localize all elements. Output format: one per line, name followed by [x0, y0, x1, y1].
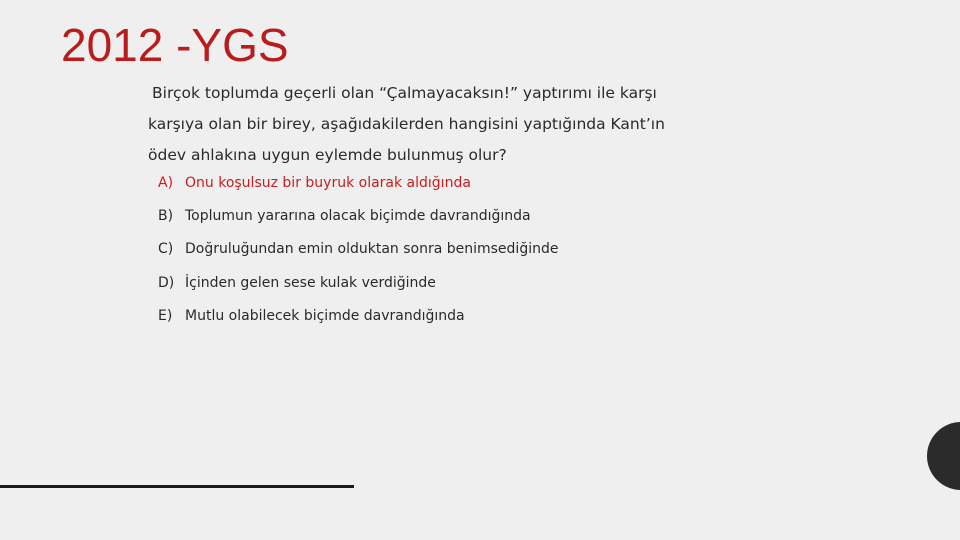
- question-text: [148, 78, 748, 171]
- slide-title: 2012 -YGS: [61, 19, 289, 71]
- option-c: [158, 233, 558, 266]
- option-letter: A): [158, 174, 174, 191]
- question-line: Birçok toplumda geçerli olan “Çalmayacaksın!” yaptırımı ile karşı: [152, 84, 657, 102]
- option-text: Toplumun yararına olacak biçimde davrandığında: [185, 207, 531, 224]
- option-e: [158, 299, 558, 332]
- option-letter: C): [158, 241, 174, 258]
- bottom-divider: [0, 485, 354, 488]
- option-letter: B): [158, 207, 174, 224]
- option-b: [158, 199, 558, 232]
- question-line: karşıya olan bir birey, aşağıdakilerden hangisini yaptığında Kant’ın: [148, 115, 665, 133]
- decorative-circle: [927, 422, 960, 490]
- option-text: Onu koşulsuz bir buyruk olarak aldığında: [185, 174, 471, 191]
- option-text: Mutlu olabilecek biçimde davrandığında: [185, 307, 465, 324]
- option-d: [158, 266, 558, 299]
- option-letter: E): [158, 307, 173, 324]
- option-letter: D): [158, 274, 175, 291]
- option-text: İçinden gelen sese kulak verdiğinde: [185, 274, 436, 291]
- option-a: [158, 166, 558, 199]
- question-line: ödev ahlakına uygun eylemde bulunmuş olur?: [148, 146, 507, 164]
- answer-options: [158, 166, 558, 332]
- option-text: Doğruluğundan emin olduktan sonra benimsediğinde: [185, 241, 559, 258]
